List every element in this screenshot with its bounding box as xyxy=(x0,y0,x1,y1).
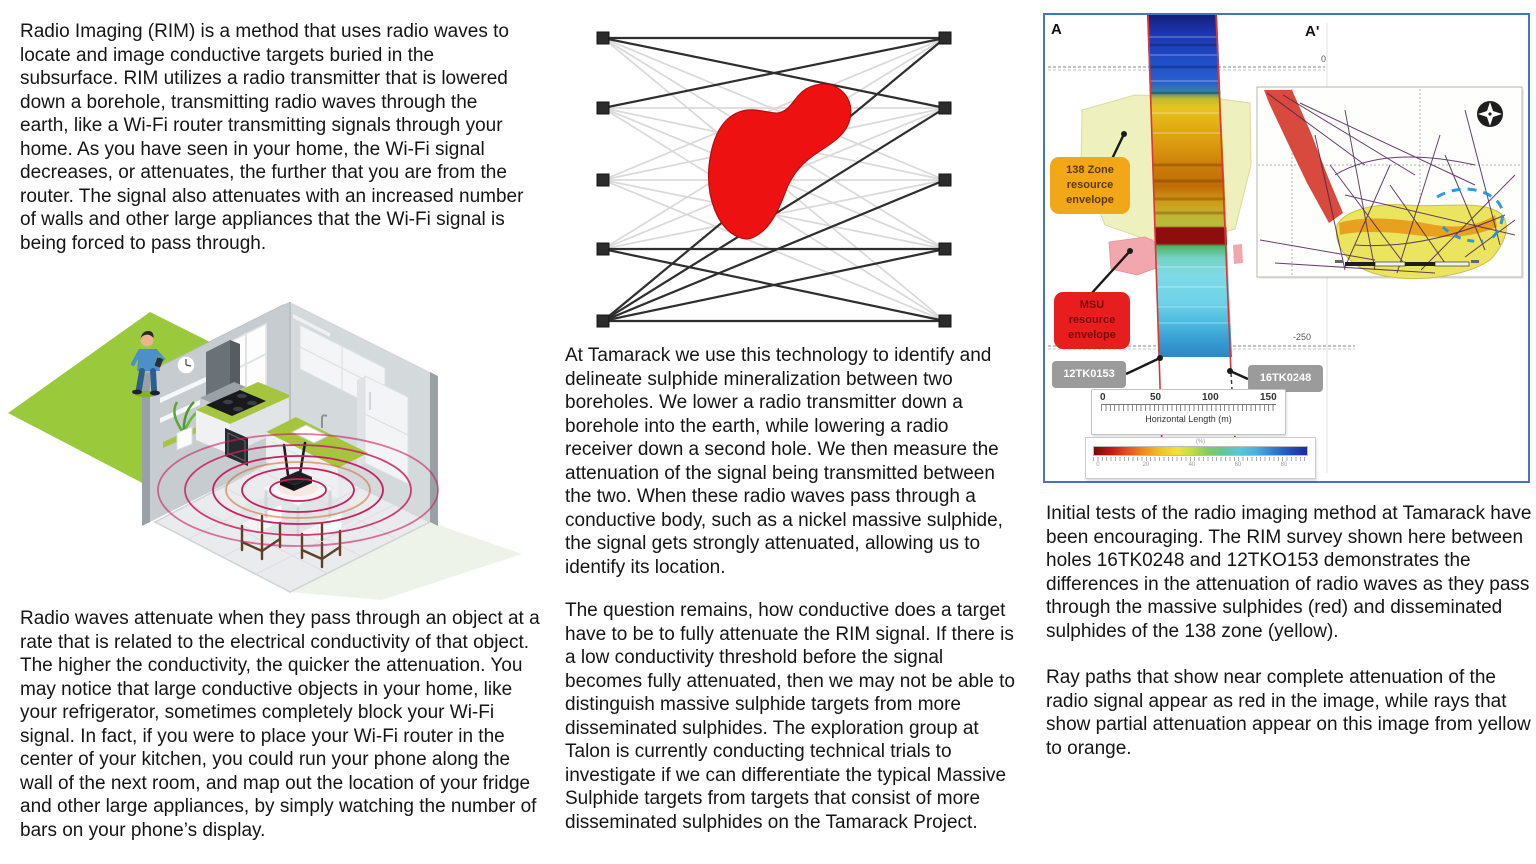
tamarack-paragraph: At Tamarack we use this technology to identify and delineate sulphide mineralization between two boreholes. We lower a radio transmitter down a borehole into the earth, while lowering a radio receiver down a second hole. We then measure the attenuation of the signal being transmitted between the two. When these radio waves pass through a conductive body, such as a nickel massive sulphide, the signal gets strongly attenuated, allowing us to identify its location. xyxy=(565,345,1003,578)
scale-ruler xyxy=(1101,404,1276,411)
section-label-a-prime: A' xyxy=(1305,23,1320,40)
elevation-250-label: -250 xyxy=(1293,332,1312,342)
scale-tick: 50 xyxy=(1150,392,1162,403)
scale-axis-label: Horizontal Length (m) xyxy=(1145,414,1232,424)
inset-plan-map xyxy=(1257,87,1524,279)
scale-tick: 0 xyxy=(1100,392,1106,403)
borehole-station-right xyxy=(939,102,951,114)
label-hole-12TK0153: 12TK0153 xyxy=(1052,361,1126,388)
borehole-station-right xyxy=(939,315,951,327)
envelope-msu-sliver xyxy=(1233,244,1243,264)
borehole-station-left xyxy=(597,32,609,44)
colorbar-unit-label: (%) xyxy=(1195,438,1206,445)
kitchen-illustration xyxy=(0,292,540,602)
borehole-station-right xyxy=(939,174,951,186)
compass-icon xyxy=(1477,101,1503,127)
envelope-msu xyxy=(1109,237,1159,275)
horizontal-scale-bar xyxy=(1091,389,1286,435)
attenuation-paragraph: Radio waves attenuate when they pass through an object at a rate that is related to the electrical conductivity of that object. The higher the conductivity, the quicker the attenuation. You may notice that large conductive objects in your home, like your refrigerator, sometimes completely block your Wi-Fi signal. In fact, if you were to place your Wi-Fi router in the center of your kitchen, you could run your phone along the wall of the next room, and map out the location of your fridge and other large appliances, by simply watching the number of bars on your phone’s display. xyxy=(20,608,540,841)
scale-tick-labels xyxy=(1092,390,1285,404)
borehole-station-left xyxy=(597,174,609,186)
colorbar-tick: 20 xyxy=(1142,461,1150,468)
rim-results-paragraph: Initial tests of the radio imaging method at Tamarack have been encouraging. The RIM survey shown here between holes 16TK0248 and 12TKO153 demonstrates the differences in the attenuation of radio waves as they pass through the massive sulphides (red) and disseminated sulphides of the 138 zone (yellow). xyxy=(1046,503,1532,642)
colorbar-tick: 80 xyxy=(1280,461,1288,468)
rim-survey-figure xyxy=(1043,13,1530,483)
label-138-zone-envelope: 138 Zone resource envelope xyxy=(1050,157,1130,214)
borehole-station-right xyxy=(939,32,951,44)
wall-clock xyxy=(177,356,195,374)
attenuation-colorbar xyxy=(1085,437,1316,479)
rim-intro-paragraph: Radio Imaging (RIM) is a method that uses radio waves to locate and image conductive targets buried in the subsurface. RIM utilizes a radio transmitter that is lowered down a borehole, transmitting radio waves through the earth, like a Wi-Fi router transmitting signals through your home. As you have seen in your home, the Wi-Fi signal decreases, or attenuates, the further that you are from the router. The signal also attenuates with an increased number of walls and other large appliances that the Wi-Fi signal is being forced to pass through. xyxy=(20,21,524,254)
scale-tick: 100 xyxy=(1202,392,1219,403)
colorbar-tick: 0 xyxy=(1096,461,1100,468)
borehole-station-right xyxy=(939,243,951,255)
borehole-station-left xyxy=(597,315,609,327)
colorbar-tick: 40 xyxy=(1188,461,1196,468)
borehole-station-left xyxy=(597,243,609,255)
borehole-raypath-diagram xyxy=(578,8,978,338)
scale-tick: 150 xyxy=(1260,392,1277,403)
elevation-0-label: 0 xyxy=(1321,54,1327,64)
label-msu-envelope: MSU resource envelope xyxy=(1054,292,1130,349)
label-hole-16TK0248: 16TK0248 xyxy=(1248,365,1323,392)
conductivity-question-paragraph: The question remains, how conductive does a target have to be to fully attenuate the RIM signal. If there is a low conductivity threshold before the signal becomes fully attenuated, then we may not be able to distinguish massive sulphide targets from more disseminated sulphides. The exploration group at Talon is currently conducting technical trials to investigate if we can differentiate the typical Massive Sulphide targets from targets that consist of more disseminated sulphides on the Tamarack Project. xyxy=(565,600,1015,833)
section-label-a: A xyxy=(1051,21,1062,38)
borehole-station-left xyxy=(597,102,609,114)
colorbar-gradient xyxy=(1093,446,1308,456)
colorbar-tick-labels xyxy=(1086,461,1315,470)
colorbar-tick: 60 xyxy=(1234,461,1242,468)
ray-paths-paragraph: Ray paths that show near complete attenuation of the radio signal appear as red in the image, while rays that show partial attenuation appear on this image from yellow to orange. xyxy=(1046,667,1531,759)
